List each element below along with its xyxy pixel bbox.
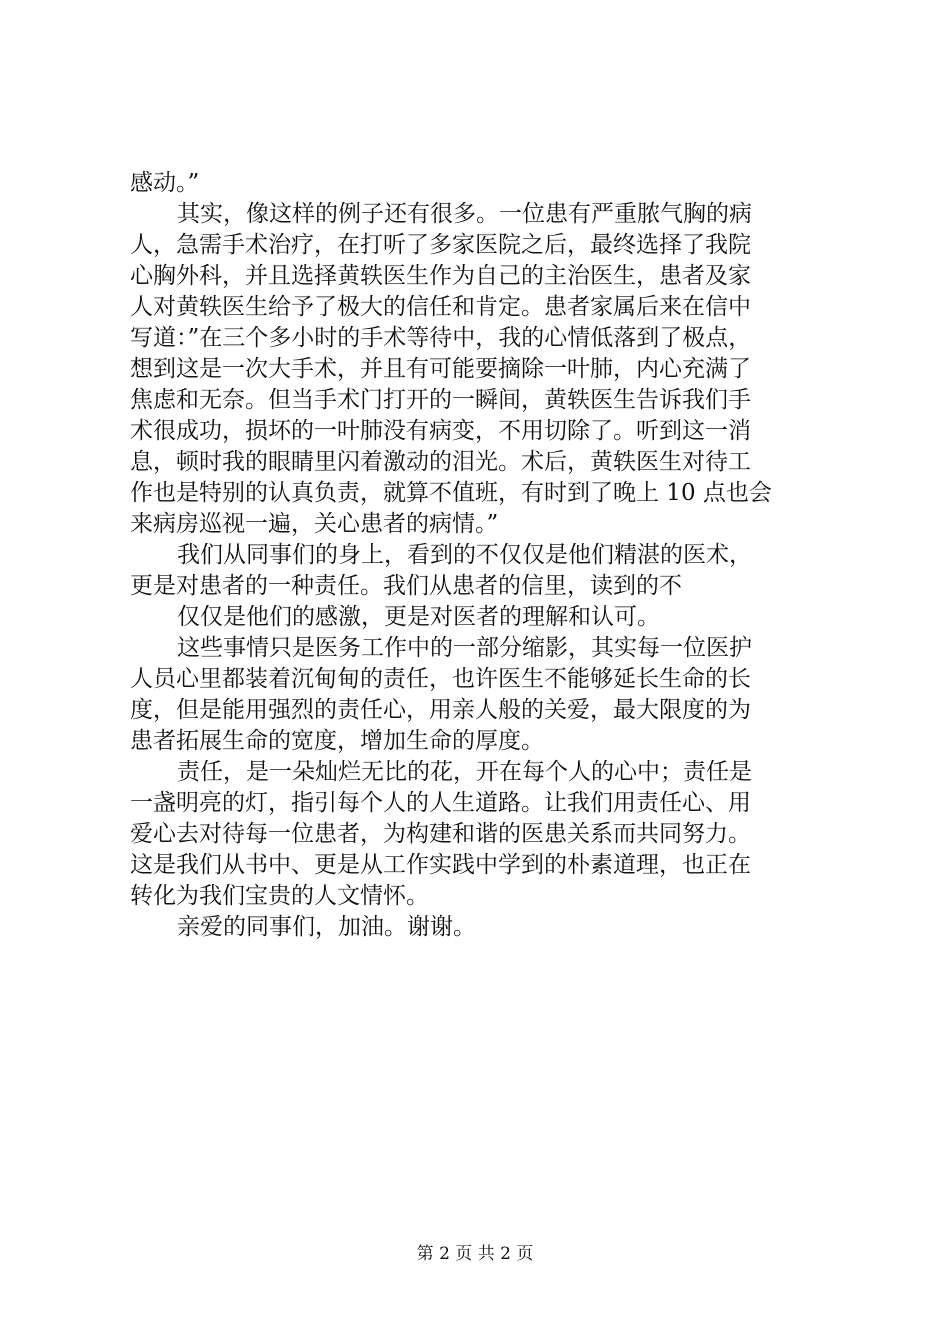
body-text	[130, 168, 835, 943]
text-line: 人对黄轶医生给予了极大的信任和肯定。患者家属后来在信中	[130, 294, 751, 320]
page-footer	[0, 1243, 950, 1265]
text-line: 责任，是一朵灿烂无比的花，开在每个人的心中；责任是	[177, 759, 752, 785]
text-line: 转化为我们宝贵的人文情怀。	[130, 883, 429, 909]
text-line: 度，但是能用强烈的责任心，用亲人般的关爱，最大限度的为	[130, 697, 751, 723]
text-line: 其实，像这样的例子还有很多。一位患有严重脓气胸的病	[177, 201, 752, 227]
text-line: 息，顿时我的眼睛里闪着激动的泪光。术后，黄轶医生对待工	[130, 449, 751, 475]
text-line: 仅仅是他们的感激，更是对医者的理解和认可。	[177, 604, 660, 630]
text-line: 感动。”	[130, 170, 200, 196]
text-line: 这是我们从书中、更是从工作实践中学到的朴素道理，也正在	[130, 852, 751, 878]
text-line: 一盏明亮的灯，指引每个人的人生道路。让我们用责任心、用	[130, 790, 751, 816]
text-line: 亲爱的同事们，加油。谢谢。	[177, 914, 476, 940]
text-line: 更是对患者的一种责任。我们从患者的信里，读到的不	[130, 573, 682, 599]
text-line: 术很成功，损坏的一叶肺没有病变，不用切除了。听到这一消	[130, 418, 751, 444]
text-line: 焦虑和无奈。但当手术门打开的一瞬间，黄轶医生告诉我们手	[130, 387, 751, 413]
text-line: 人员心里都装着沉甸甸的责任，也许医生不能够延长生命的长	[130, 666, 751, 692]
text-line: 爱心去对待每一位患者，为构建和谐的医患关系而共同努力。	[130, 821, 751, 847]
text-line: 心胸外科，并且选择黄轶医生作为自己的主治医生，患者及家	[130, 263, 751, 289]
text-line: 作也是特别的认真负责，就算不值班，有时到了晚上 10 点也会	[130, 480, 772, 506]
page-number-label: 第 2 页 共 2 页	[416, 1244, 534, 1264]
text-line: 我们从同事们的身上，看到的不仅仅是他们精湛的医术，	[177, 542, 752, 568]
text-line: 想到这是一次大手术，并且有可能要摘除一叶肺，内心充满了	[130, 356, 751, 382]
text-line: 患者拓展生命的宽度，增加生命的厚度。	[130, 728, 544, 754]
text-line: 这些事情只是医务工作中的一部分缩影，其实每一位医护	[177, 635, 752, 661]
text-line: 写道：”在三个多小时的手术等待中，我的心情低落到了极点，	[130, 325, 752, 351]
text-line: 人，急需手术治疗，在打听了多家医院之后，最终选择了我院	[130, 232, 751, 258]
text-line: 来病房巡视一遍，关心患者的病情。”	[130, 511, 499, 537]
